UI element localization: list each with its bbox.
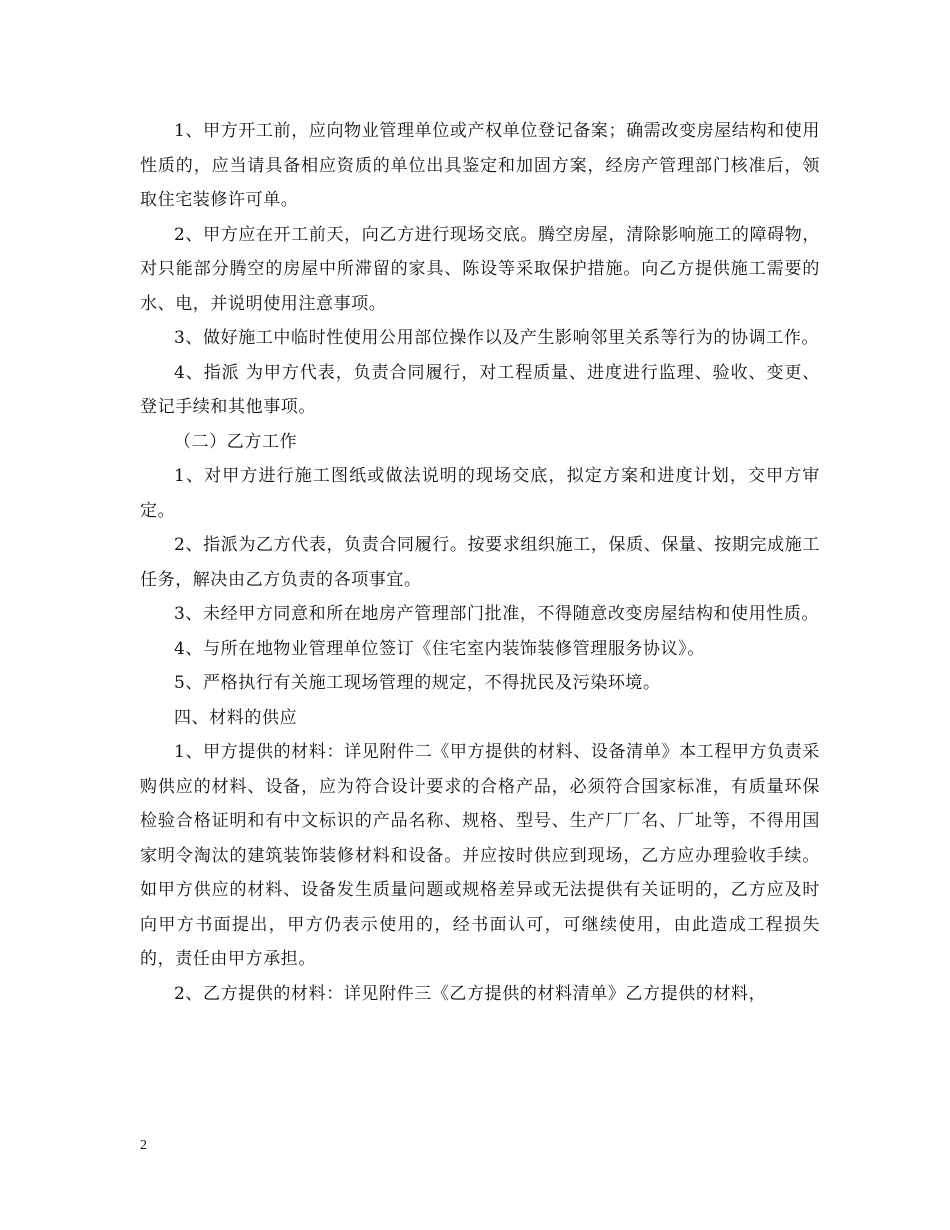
- section-heading: （二）乙方工作: [174, 431, 298, 452]
- paragraph: 1、甲方提供的材料：详见附件二《甲方提供的材料、设备清单》本工程甲方负责采购供应的材料、设备，应为符合设计要求的合格产品，必须符合国家标准，有质量环保检验合格证明和有中文标识的产品名称、规格、型号、生产厂厂名、厂址等，不得用国家明令淘汰的建筑装饰装修材料和设备。并应按时供应到现场，乙方应办理验收手续。如甲方供应的材料、设备发生质量问题或规格差异或无法提供有关证明的，乙方应及时向甲方书面提出，甲方仍表示使用的，经书面认可，可继续使用，由此造成工程损失的，责任由甲方承担。: [140, 742, 820, 969]
- paragraph: 2、甲方应在开工前天，向乙方进行现场交底。腾空房屋，清除影响施工的障碍物，对只能部分腾空的房屋中所滞留的家具、陈设等采取保护措施。向乙方提供施工需要的水、电，并说明使用注意事项。: [140, 224, 820, 314]
- paragraph: 3、做好施工中临时性使用公用部位操作以及产生影响邻里关系等行为的协调工作。: [174, 328, 820, 348]
- page-number: 2: [140, 1138, 147, 1153]
- paragraph: 2、乙方提供的材料：详见附件三《乙方提供的材料清单》乙方提供的材料，: [174, 983, 767, 1004]
- paragraph: 1、甲方开工前，应向物业管理单位或产权单位登记备案；确需改变房屋结构和使用性质的，应当请具备相应资质的单位出具鉴定和加固方案，经房产管理部门核准后，领取住宅装修许可单。: [140, 121, 820, 210]
- paragraph: 4、与所在地物业管理单位签订《住宅室内装饰装修管理服务协议》。: [174, 638, 705, 659]
- paragraph: 4、指派 为甲方代表，负责合同履行，对工程质量、进度进行监理、验收、变更、登记手续和其他事项。: [140, 362, 820, 417]
- paragraph: 3、未经甲方同意和所在地房产管理部门批准，不得随意改变房屋结构和使用性质。: [174, 604, 820, 624]
- section-heading: 四、材料的供应: [174, 707, 298, 728]
- document-body: [140, 114, 820, 1011]
- paragraph: 5、严格执行有关施工现场管理的规定，不得扰民及污染环境。: [174, 673, 661, 693]
- paragraph: 1、对甲方进行施工图纸或做法说明的现场交底，拟定方案和进度计划，交甲方审定。: [140, 466, 820, 521]
- paragraph: 2、指派为乙方代表，负责合同履行。按要求组织施工，保质、保量、按期完成施工任务，解决由乙方负责的各项事宜。: [140, 535, 820, 590]
